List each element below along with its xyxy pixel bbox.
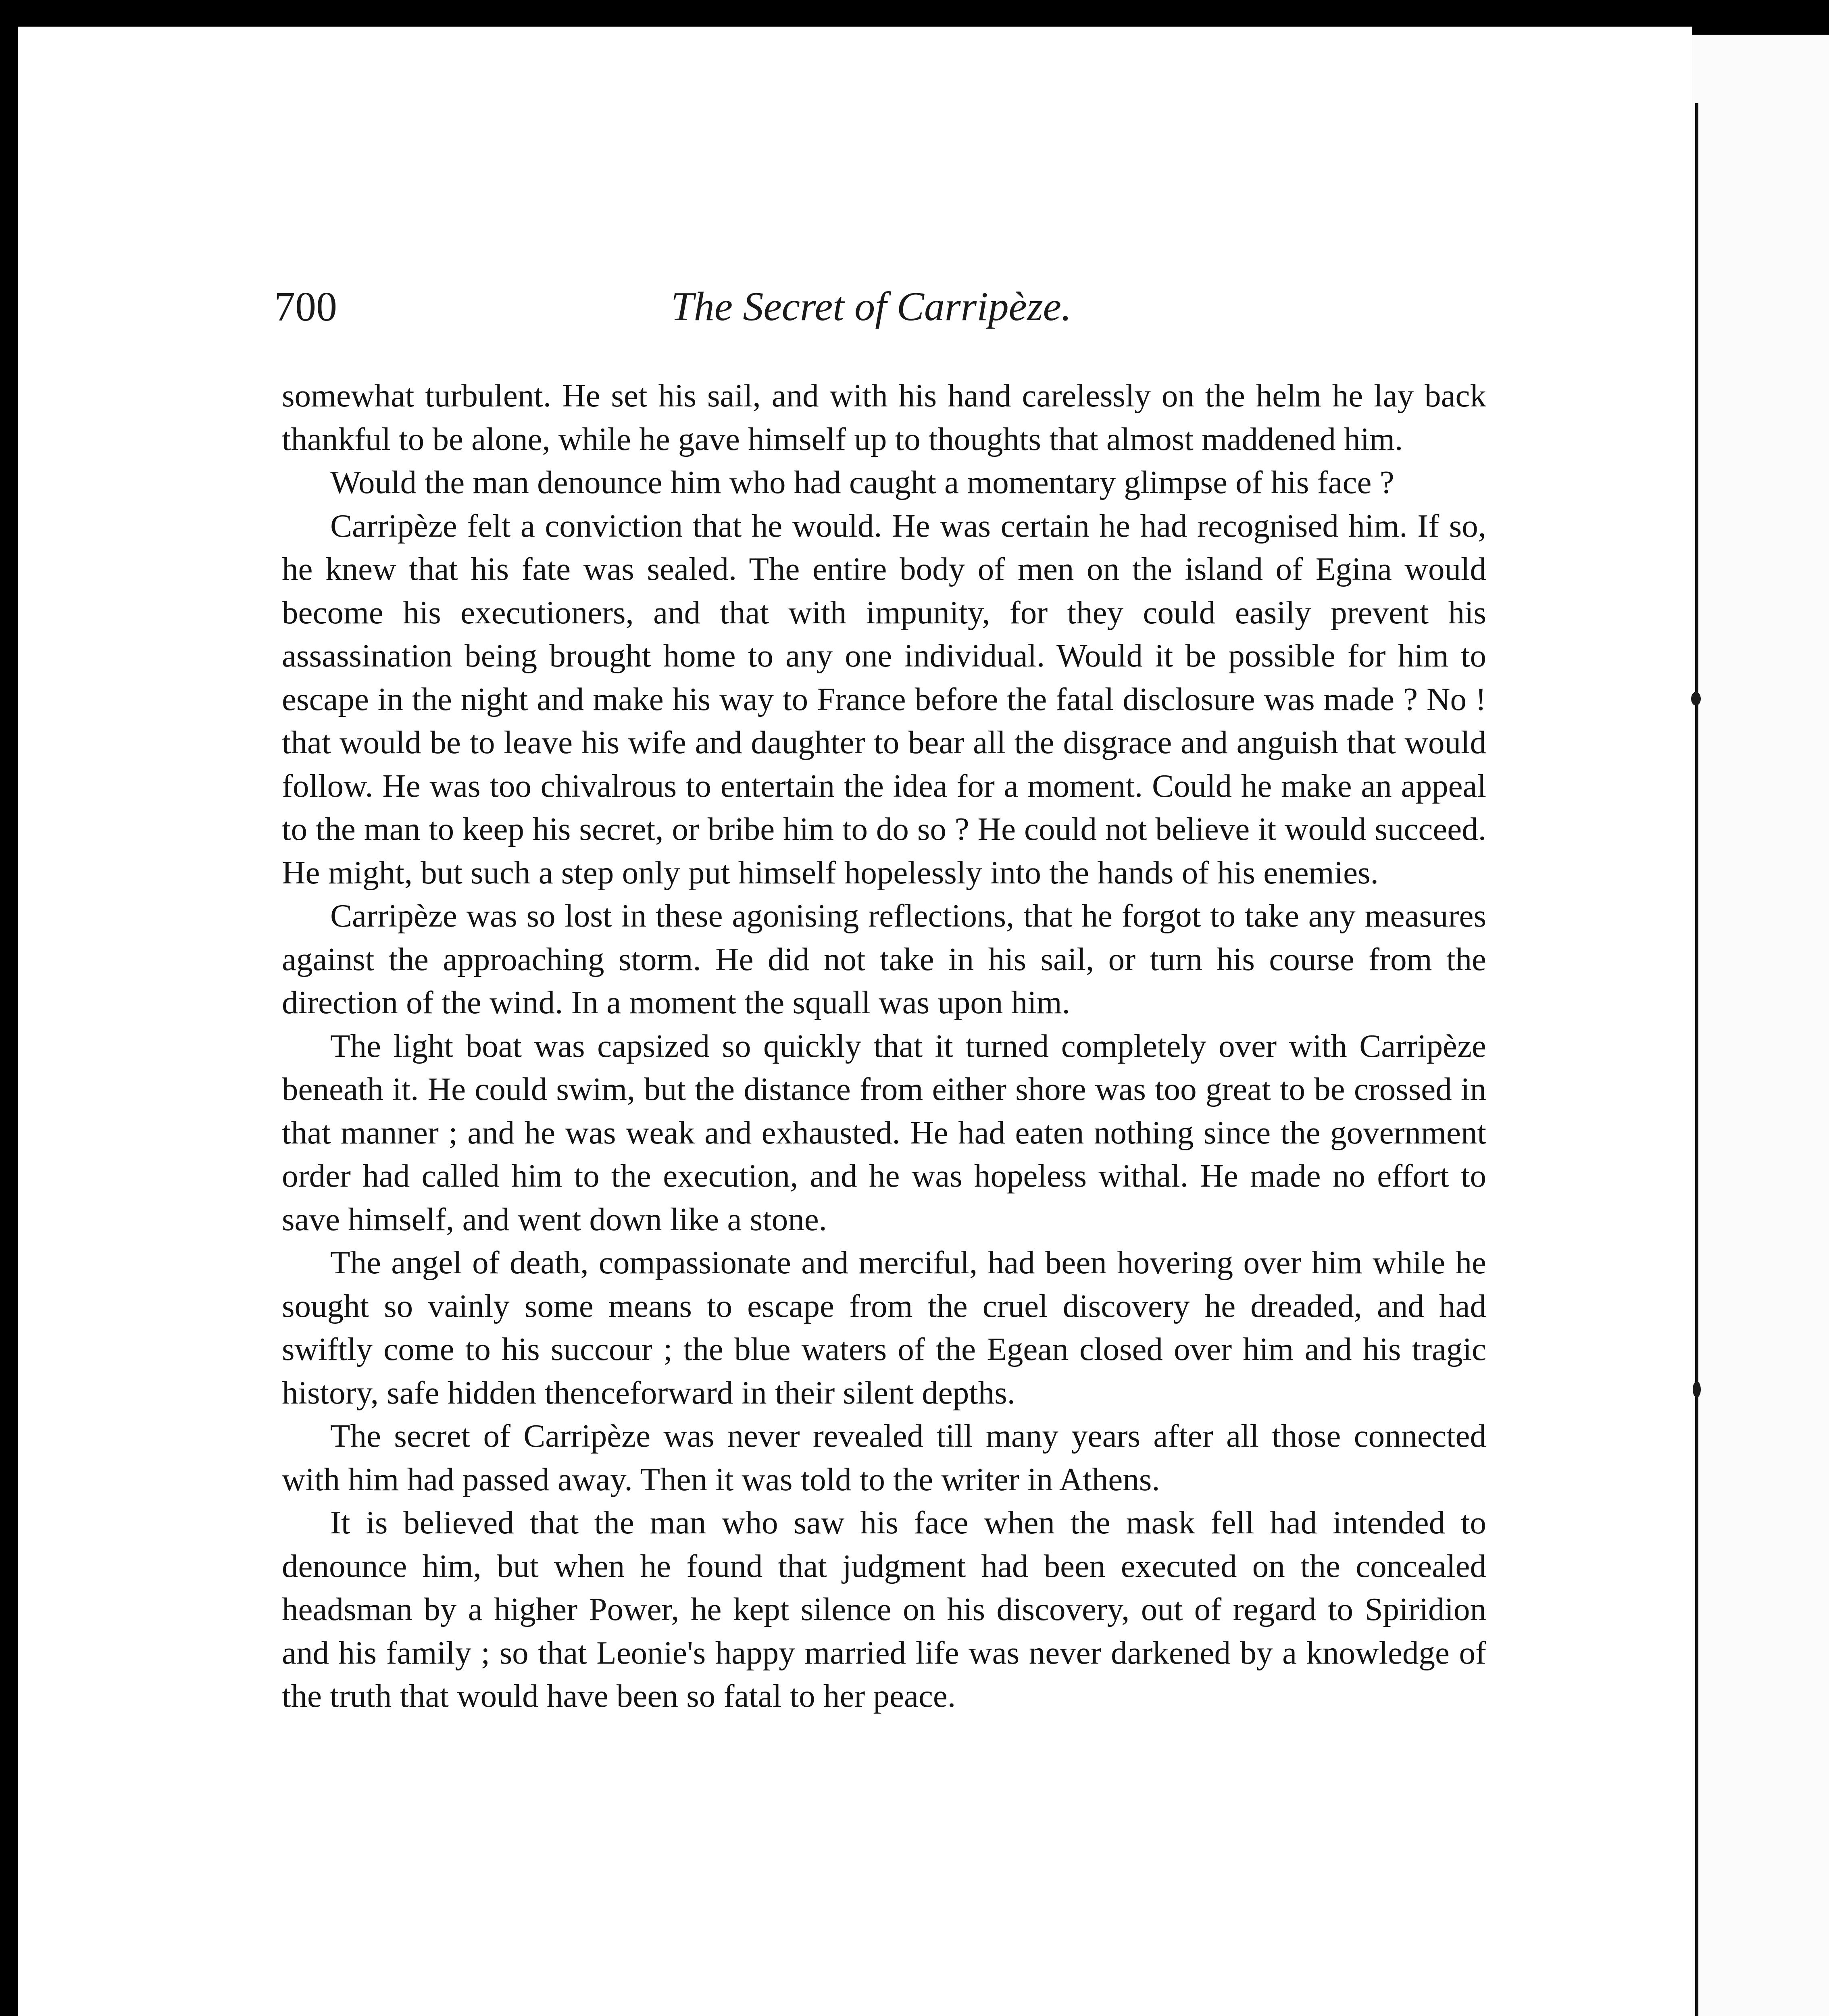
running-title: The Secret of Carripèze. <box>671 284 1072 329</box>
paragraph: Would the man denounce him who had caught a momentary glimpse of his face ? <box>330 464 1394 500</box>
edge-mark <box>1693 1381 1701 1397</box>
page-number: 700 <box>274 283 337 330</box>
page-gutter-edge <box>1695 103 1698 2016</box>
paragraph: The secret of Carripèze was never revealed till many years after all those connected with him had passed away. Then it was told to the writer in Athens. <box>282 1418 1486 1497</box>
body-text <box>282 374 1486 1718</box>
paragraph: Carripèze was so lost in these agonising reflections, that he forgot to take any measures against the approaching storm. He did not take in his sail, or turn his course from the direction of the wind. In a moment the squall was upon him. <box>282 898 1486 1020</box>
paragraph: somewhat turbulent. He set his sail, and with his hand carelessly on the helm he lay back thankful to be alone, while he gave himself up to thoughts that almost maddened him. <box>282 377 1486 457</box>
paragraph: It is believed that the man who saw his face when the mask fell had intended to denounce him, but when he found that judgment had been executed on the concealed headsman by a higher Power, he kept silence on his discovery, out of regard to Spiridion and his family ; so that Leonie's happy married life was never darkened by a knowledge of the truth that would have been so fatal to her peace. <box>282 1504 1486 1714</box>
paragraph: The light boat was capsized so quickly that it turned completely over with Carripèze beneath it. He could swim, but the distance from either shore was too great to be crossed in that manner ; and he was weak and exhausted. He had eaten nothing since the government order had called him to the execution, and he was hopeless withal. He made no effort to save himself, and went down like a stone. <box>282 1027 1486 1237</box>
paragraph: Carripèze felt a conviction that he would. He was certain he had recognised him. If so, he knew that his fate was sealed. The entire body of men on the island of Egina would become his executioners, and that with impunity, for they could easily prevent his assassination being brought home to any one individual. Would it be possible for him to escape in the night and make his way to France before the fatal disclosure was made ? No ! that would be to leave his wife and daughter to bear all the disgrace and anguish that would follow. He was too chivalrous to entertain the idea for a moment. Could he make an appeal to the man to keep his secret, or bribe him to do so ? He could not believe it would succeed. He might, but such a step only put himself hopelessly into the hands of his enemies. <box>282 507 1486 891</box>
adjacent-page-edge <box>1692 35 1829 2016</box>
edge-mark <box>1691 692 1701 706</box>
book-page <box>18 27 1692 2016</box>
running-head <box>18 277 1692 345</box>
paragraph: The angel of death, compassionate and merciful, had been hovering over him while he sought so vainly some means to escape from the cruel discovery he dreaded, and had swiftly come to his succour ; the blue waters of the Egean closed over him and his tragic history, safe hidden thenceforward in their silent depths. <box>282 1244 1486 1411</box>
